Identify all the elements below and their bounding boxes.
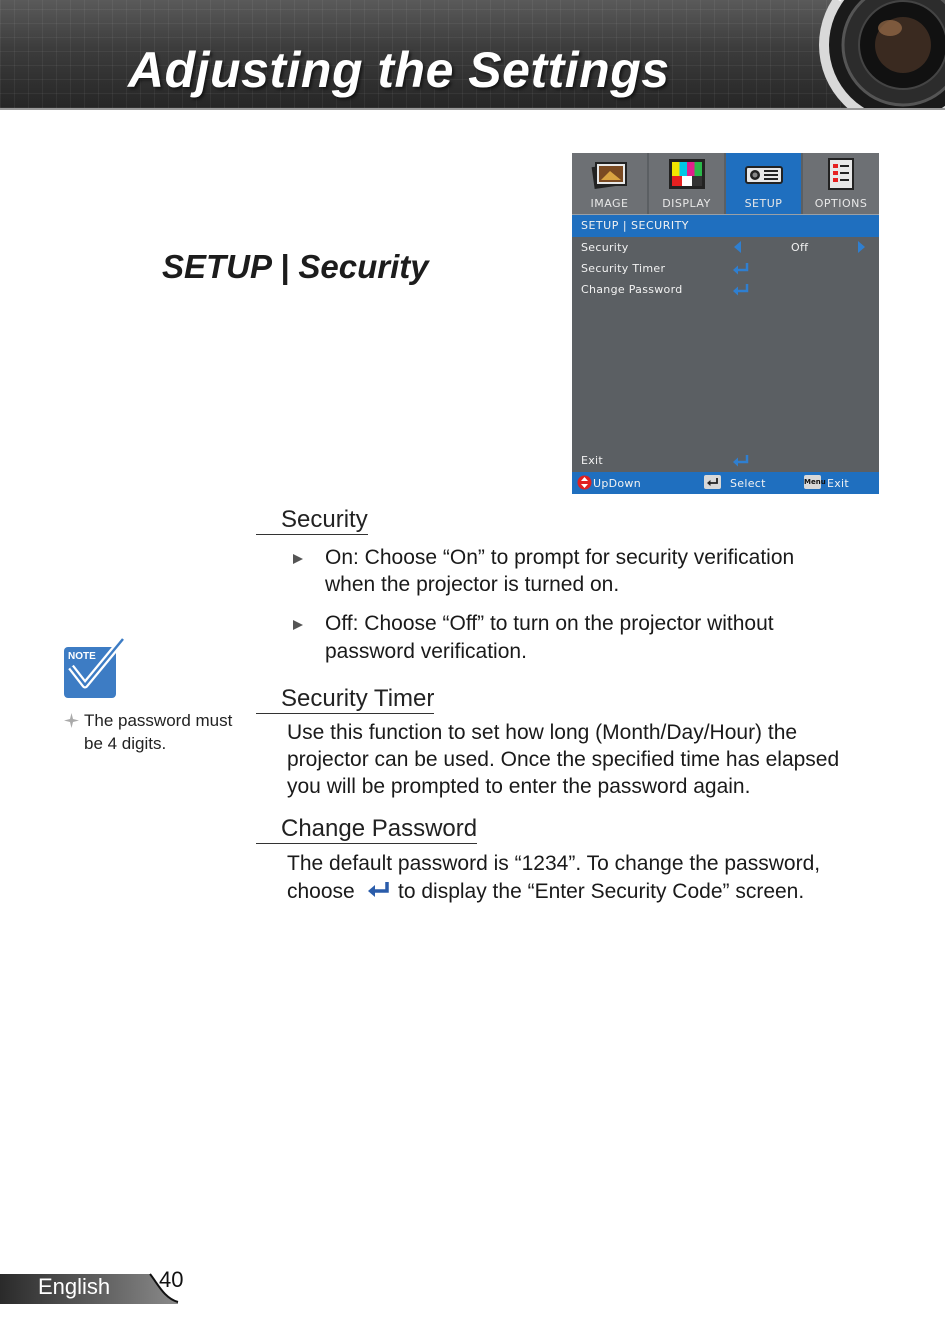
footer-updown-label: UpDown xyxy=(593,477,642,490)
security-value: Off xyxy=(791,241,809,254)
note-line1: The password must xyxy=(84,711,233,730)
section-heading: SETUP | Security xyxy=(162,248,429,285)
password-text-line2-start: choose xyxy=(287,880,355,903)
updown-icon xyxy=(577,475,592,490)
note-line2: be 4 digits. xyxy=(84,734,167,753)
security-heading: Security xyxy=(256,506,368,535)
projector-lens-icon xyxy=(818,0,945,110)
submenu-title: SETUP | SECURITY xyxy=(572,215,879,237)
footer-exit-label: Exit xyxy=(827,477,850,490)
tab-display[interactable] xyxy=(649,153,724,214)
security-timer-heading: Security Timer xyxy=(256,685,434,714)
osd-footer-bar xyxy=(572,472,879,494)
timer-text-line1: Use this function to set how long (Month/Day/Hour) the xyxy=(287,721,798,744)
menu-item-change-password[interactable]: Change Password xyxy=(581,283,683,296)
tab-options[interactable] xyxy=(803,153,879,214)
note-text xyxy=(84,709,249,755)
note-badge-text: NOTE xyxy=(68,651,96,662)
bullet-on-line1: On: Choose “On” to prompt for security verification xyxy=(325,546,795,569)
page-title: Adjusting the Settings xyxy=(128,42,670,98)
arrow-left-icon[interactable] xyxy=(734,241,741,253)
enter-icon xyxy=(367,880,391,900)
header-banner xyxy=(0,0,945,110)
timer-text-line3: you will be prompted to enter the password again. xyxy=(287,775,751,798)
timer-text-line2: projector can be used. Once the specified time has elapsed xyxy=(287,748,840,771)
arrow-right-icon[interactable] xyxy=(858,241,865,253)
tab-label: OPTIONS xyxy=(814,197,868,210)
display-tab-icon xyxy=(667,157,707,191)
change-password-heading: Change Password xyxy=(256,815,477,844)
bullet-off-line1: Off: Choose “Off” to turn on the projector without xyxy=(325,612,774,635)
enter-icon[interactable] xyxy=(732,262,750,276)
bullet-arrow-icon xyxy=(293,554,303,564)
footer-language: English xyxy=(38,1274,111,1299)
password-text-line2-end: to display the “Enter Security Code” screen. xyxy=(398,880,805,903)
select-key-icon xyxy=(704,475,721,489)
diamond-bullet-icon xyxy=(64,713,79,728)
bullet-off-line2: password verification. xyxy=(325,640,527,663)
menu-item-security[interactable]: Security xyxy=(581,241,629,254)
page-number: 40 xyxy=(159,1267,184,1292)
tab-label: SETUP xyxy=(744,197,783,210)
menu-item-security-timer[interactable]: Security Timer xyxy=(581,262,666,275)
bullet-arrow-icon xyxy=(293,620,303,630)
bullet-on-line2: when the projector is turned on. xyxy=(325,573,620,596)
projector-tab-icon xyxy=(744,157,784,191)
tab-label: IMAGE xyxy=(590,197,629,210)
enter-icon[interactable] xyxy=(732,454,750,468)
tab-image[interactable] xyxy=(572,153,647,214)
options-tab-icon xyxy=(821,157,861,191)
menu-key-icon: Menu xyxy=(804,475,821,489)
footer-select-label: Select xyxy=(730,477,766,490)
note-check-icon xyxy=(63,637,127,699)
enter-icon[interactable] xyxy=(732,283,750,297)
image-tab-icon xyxy=(590,157,630,191)
tab-label: DISPLAY xyxy=(662,197,711,210)
tab-setup[interactable] xyxy=(726,153,801,214)
osd-menu xyxy=(572,153,879,494)
menu-item-exit[interactable]: Exit xyxy=(581,454,604,467)
password-text-line1: The default password is “1234”. To change the password, xyxy=(287,852,821,875)
